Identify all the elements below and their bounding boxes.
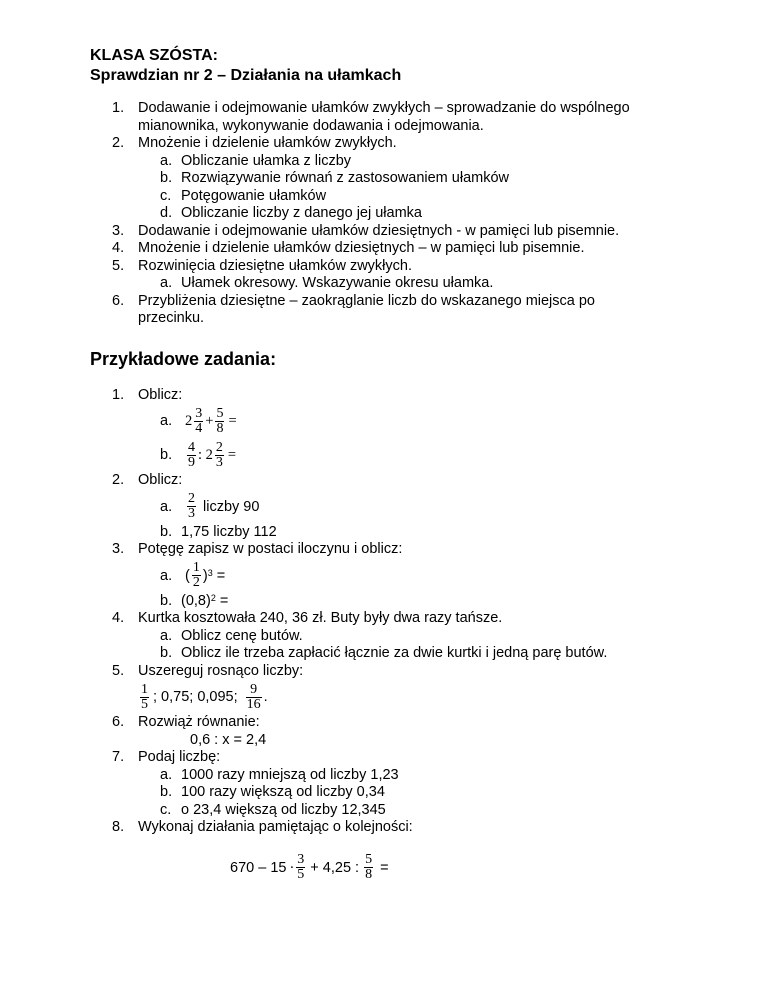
math-expression: $\frac{2}{3}$ liczby 90 xyxy=(188,491,260,521)
task-subitem: b. $(0,8)^2$ = xyxy=(160,592,229,609)
fraction: $\frac{9}{16}$ xyxy=(246,681,261,712)
page-title: KLASA SZÓSTA: xyxy=(90,47,218,64)
task-subitem: a. $\frac{2}{3}$ liczby 90 xyxy=(90,490,690,524)
page-subtitle: Sprawdzian nr 2 – Działania na ułamkach xyxy=(90,67,402,84)
fraction: $\frac{2}{3}$ xyxy=(188,491,195,521)
task-item: 3. Potęgę zapisz w postaci iloczynu i oblicz: xyxy=(112,541,403,557)
subtopic-item: d. Obliczanie liczby z danego jej ułamka xyxy=(160,205,422,221)
fraction: $\frac{3}{4}$ xyxy=(195,405,203,436)
task-subitem: a. 1000 razy mniejszą od liczby 1,23 xyxy=(160,766,399,783)
subtopic-item: a. Ułamek okresowy. Wskazywanie okresu ułamka. xyxy=(160,275,494,291)
task-subitem: c. o 23,4 większą od liczby 12,345 xyxy=(160,801,386,818)
task-subitem: b. Oblicz ile trzeba zapłacić łącznie za dwie kurtki i jedną parę butów. xyxy=(160,645,608,661)
task-item: 4. Kurtka kosztowała 240, 36 zł. Buty były dwa razy tańsze. xyxy=(112,610,503,626)
task-item: 7. Podaj liczbę: xyxy=(112,749,221,765)
task-item: 2. Oblicz: xyxy=(112,472,183,488)
topic-item: 2. Mnożenie i dzielenie ułamków zwykłych. xyxy=(112,135,397,151)
task-subitem: b. 1,75 liczby 112 xyxy=(160,523,277,540)
fraction: $\frac{2}{3}$ xyxy=(215,439,223,470)
task-subitem: a. Oblicz cenę butów. xyxy=(160,627,303,644)
topic-item: 6. Przybliżenia dziesiętne – zaokrąglanie liczb do wskazanego miejsca po xyxy=(112,292,595,309)
topic-item: 4. Mnożenie i dzielenie ułamków dziesiętnych – w pamięci lub pisemnie. xyxy=(112,240,585,256)
task-subitem: b. 100 razy większą od liczby 0,34 xyxy=(160,784,385,800)
task-item: 5. Uszereguj rosnąco liczby: xyxy=(112,662,304,679)
topic-list xyxy=(90,100,690,328)
topic-item: 3. Dodawanie i odejmowanie ułamków dziesiętnych - w pamięci lub pisemnie. xyxy=(112,222,620,239)
fraction: $\frac{1}{5}$ xyxy=(141,681,148,712)
fraction: $\frac{1}{2}$ xyxy=(192,560,200,590)
task-item: 8. Wykonaj działania pamiętając o kolejności: xyxy=(112,819,413,835)
math-expression: $\frac{4}{9}$ : 2 $\frac{2}{3}$ = xyxy=(188,439,237,470)
fraction: $\frac{3}{5}$ xyxy=(297,852,305,882)
task-list xyxy=(90,387,690,885)
equation: 0,6 : x = 2,4 xyxy=(190,731,267,748)
task-item: 1. Oblicz: xyxy=(112,386,183,403)
subtopic-item: a. Obliczanie ułamka z liczby xyxy=(160,152,352,169)
topic-continuation: przecinku. xyxy=(138,310,205,326)
worksheet xyxy=(90,46,690,885)
topic-continuation: mianownika, wykonywanie dodawania i odejmowania. xyxy=(138,117,484,134)
topic-item: 1. Dodawanie i odejmowanie ułamków zwykłych – sprowadzanie do wspólnego xyxy=(112,100,630,116)
task-subitem xyxy=(90,680,690,714)
examples-heading: Przykładowe zadania: xyxy=(90,348,277,369)
fraction: $\frac{4}{9}$ xyxy=(188,439,195,470)
math-expression: 2 $\frac{3}{4}$ + $\frac{5}{8}$ = xyxy=(185,405,237,436)
subtopic-item: c. Potęgowanie ułamków xyxy=(160,187,327,204)
math-expression: ( $\frac{1}{2}$ ) $^3$ = xyxy=(185,560,226,590)
math-expression: $\frac{1}{5}$ ; 0,75; 0,095; $\frac{9}{16}$ . xyxy=(141,681,268,712)
math-expression: 670 – 15 · $\frac{3}{5}$ + 4,25 : $\frac{5}{8}$ = xyxy=(230,852,389,882)
task-subitem: b. $\frac{4}{9}$ : 2 $\frac{2}{3}$ = xyxy=(90,438,690,472)
task-subitem: a. ( $\frac{1}{2}$ ) $^3$ = xyxy=(90,559,690,593)
task-expression-row xyxy=(90,851,690,885)
fraction: $\frac{5}{8}$ xyxy=(216,405,224,436)
task-subitem: a. 2 $\frac{3}{4}$ + $\frac{5}{8}$ = xyxy=(90,404,690,438)
task-item: 6. Rozwiąż równanie: xyxy=(112,714,260,730)
topic-item: 5. Rozwinięcia dziesiętne ułamków zwykłych. xyxy=(112,257,412,274)
subtopic-item: b. Rozwiązywanie równań z zastosowaniem ułamków xyxy=(160,170,509,186)
fraction: $\frac{5}{8}$ xyxy=(365,852,373,882)
